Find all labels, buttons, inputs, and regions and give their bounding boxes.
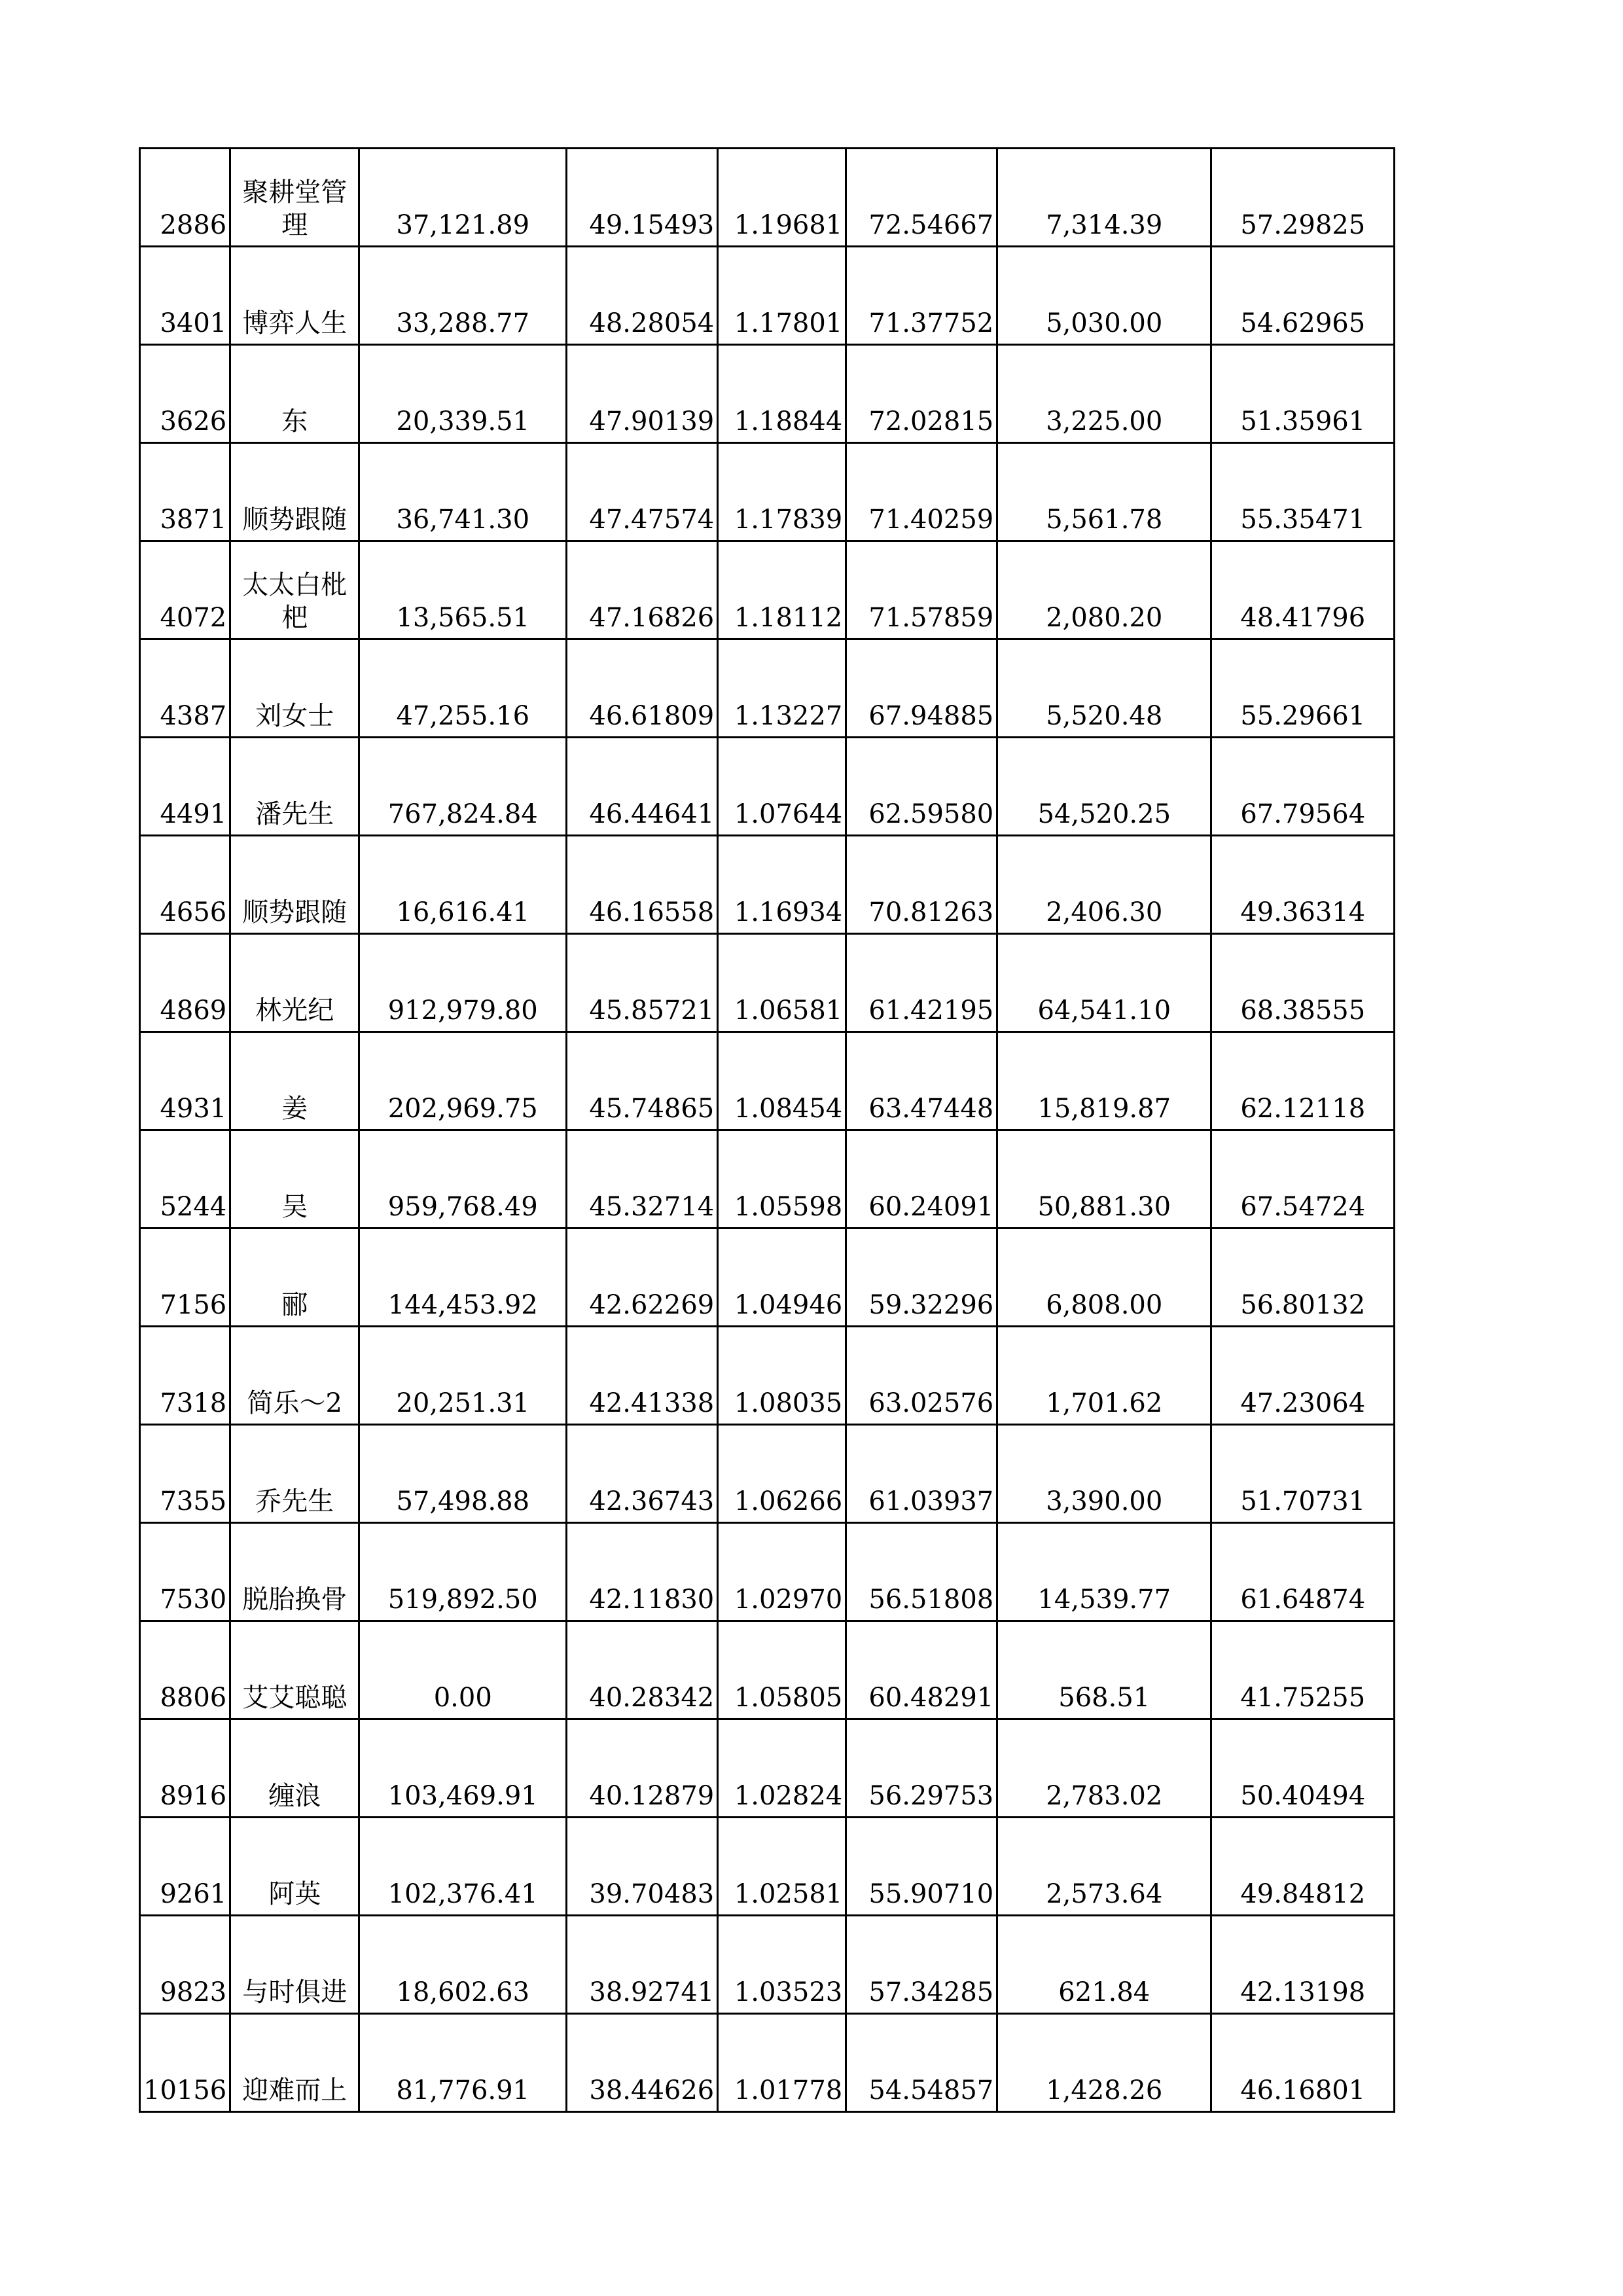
name-cell: 林光纪	[230, 934, 359, 1032]
value-2-cell: 1.04946	[718, 1229, 846, 1327]
value-3-cell: 63.47448	[846, 1032, 997, 1130]
amount-cell: 519,892.50	[359, 1523, 567, 1621]
table-row	[140, 1719, 1395, 1818]
name-cell: 顺势跟随	[230, 443, 359, 541]
value-5-cell: 67.54724	[1211, 1130, 1395, 1229]
value-1-cell: 47.16826	[567, 541, 718, 639]
value-5-cell: 50.40494	[1211, 1719, 1395, 1818]
value-5-cell: 42.13198	[1211, 1916, 1395, 2014]
amount-cell: 18,602.63	[359, 1916, 567, 2014]
amount-cell: 20,339.51	[359, 345, 567, 443]
value-1-cell: 46.16558	[567, 836, 718, 934]
value-1-cell: 46.61809	[567, 639, 718, 738]
id-cell: 4072	[140, 541, 230, 639]
name-cell: 潘先生	[230, 738, 359, 836]
value-5-cell: 48.41796	[1211, 541, 1395, 639]
table-row	[140, 1327, 1395, 1425]
value-3-cell: 57.34285	[846, 1916, 997, 2014]
value-1-cell: 42.11830	[567, 1523, 718, 1621]
value-4-cell: 5,520.48	[997, 639, 1211, 738]
value-4-cell: 621.84	[997, 1916, 1211, 2014]
amount-cell: 36,741.30	[359, 443, 567, 541]
id-cell: 9261	[140, 1818, 230, 1916]
value-5-cell: 47.23064	[1211, 1327, 1395, 1425]
value-2-cell: 1.03523	[718, 1916, 846, 2014]
value-1-cell: 42.62269	[567, 1229, 718, 1327]
table-row	[140, 1818, 1395, 1916]
id-cell: 8916	[140, 1719, 230, 1818]
data-table	[139, 147, 1395, 2113]
value-3-cell: 61.42195	[846, 934, 997, 1032]
id-cell: 7530	[140, 1523, 230, 1621]
value-5-cell: 55.35471	[1211, 443, 1395, 541]
value-1-cell: 40.28342	[567, 1621, 718, 1719]
value-5-cell: 46.16801	[1211, 2014, 1395, 2112]
value-4-cell: 2,406.30	[997, 836, 1211, 934]
value-5-cell: 49.36314	[1211, 836, 1395, 934]
value-4-cell: 6,808.00	[997, 1229, 1211, 1327]
amount-cell: 47,255.16	[359, 639, 567, 738]
value-5-cell: 67.79564	[1211, 738, 1395, 836]
name-cell: 艾艾聪聪	[230, 1621, 359, 1719]
value-4-cell: 2,080.20	[997, 541, 1211, 639]
value-1-cell: 39.70483	[567, 1818, 718, 1916]
value-2-cell: 1.18844	[718, 345, 846, 443]
id-cell: 4656	[140, 836, 230, 934]
name-cell: 博弈人生	[230, 247, 359, 345]
value-5-cell: 51.35961	[1211, 345, 1395, 443]
value-5-cell: 61.64874	[1211, 1523, 1395, 1621]
amount-cell: 37,121.89	[359, 149, 567, 247]
name-cell: 郦	[230, 1229, 359, 1327]
value-2-cell: 1.06581	[718, 934, 846, 1032]
value-2-cell: 1.06266	[718, 1425, 846, 1523]
table-row	[140, 639, 1395, 738]
value-1-cell: 38.92741	[567, 1916, 718, 2014]
value-1-cell: 49.15493	[567, 149, 718, 247]
value-2-cell: 1.02581	[718, 1818, 846, 1916]
value-2-cell: 1.18112	[718, 541, 846, 639]
value-2-cell: 1.05805	[718, 1621, 846, 1719]
value-2-cell: 1.08035	[718, 1327, 846, 1425]
value-5-cell: 41.75255	[1211, 1621, 1395, 1719]
value-2-cell: 1.17839	[718, 443, 846, 541]
name-cell: 简乐～2	[230, 1327, 359, 1425]
value-1-cell: 46.44641	[567, 738, 718, 836]
value-5-cell: 57.29825	[1211, 149, 1395, 247]
amount-cell: 102,376.41	[359, 1818, 567, 1916]
value-2-cell: 1.17801	[718, 247, 846, 345]
value-1-cell: 40.12879	[567, 1719, 718, 1818]
value-2-cell: 1.08454	[718, 1032, 846, 1130]
value-2-cell: 1.16934	[718, 836, 846, 934]
table-row	[140, 1032, 1395, 1130]
table-row	[140, 345, 1395, 443]
id-cell: 9823	[140, 1916, 230, 2014]
value-5-cell: 55.29661	[1211, 639, 1395, 738]
id-cell: 7355	[140, 1425, 230, 1523]
id-cell: 4931	[140, 1032, 230, 1130]
amount-cell: 33,288.77	[359, 247, 567, 345]
value-3-cell: 60.24091	[846, 1130, 997, 1229]
id-cell: 8806	[140, 1621, 230, 1719]
amount-cell: 959,768.49	[359, 1130, 567, 1229]
id-cell: 3626	[140, 345, 230, 443]
value-2-cell: 1.19681	[718, 149, 846, 247]
table-row	[140, 836, 1395, 934]
value-5-cell: 68.38555	[1211, 934, 1395, 1032]
amount-cell: 57,498.88	[359, 1425, 567, 1523]
value-5-cell: 54.62965	[1211, 247, 1395, 345]
value-4-cell: 64,541.10	[997, 934, 1211, 1032]
name-cell: 聚耕堂管理	[230, 149, 359, 247]
value-2-cell: 1.07644	[718, 738, 846, 836]
table-row	[140, 1425, 1395, 1523]
value-3-cell: 59.32296	[846, 1229, 997, 1327]
value-2-cell: 1.02970	[718, 1523, 846, 1621]
value-2-cell: 1.05598	[718, 1130, 846, 1229]
value-1-cell: 38.44626	[567, 2014, 718, 2112]
table-row	[140, 1229, 1395, 1327]
value-4-cell: 3,225.00	[997, 345, 1211, 443]
value-4-cell: 5,030.00	[997, 247, 1211, 345]
name-cell: 迎难而上	[230, 2014, 359, 2112]
value-3-cell: 70.81263	[846, 836, 997, 934]
table-row	[140, 1621, 1395, 1719]
amount-cell: 103,469.91	[359, 1719, 567, 1818]
value-4-cell: 14,539.77	[997, 1523, 1211, 1621]
value-1-cell: 47.90139	[567, 345, 718, 443]
amount-cell: 144,453.92	[359, 1229, 567, 1327]
id-cell: 10156	[140, 2014, 230, 2112]
table-row	[140, 738, 1395, 836]
value-2-cell: 1.02824	[718, 1719, 846, 1818]
value-3-cell: 62.59580	[846, 738, 997, 836]
value-5-cell: 51.70731	[1211, 1425, 1395, 1523]
value-2-cell: 1.13227	[718, 639, 846, 738]
value-3-cell: 60.48291	[846, 1621, 997, 1719]
id-cell: 3871	[140, 443, 230, 541]
table-row	[140, 443, 1395, 541]
id-cell: 5244	[140, 1130, 230, 1229]
amount-cell: 0.00	[359, 1621, 567, 1719]
value-3-cell: 71.37752	[846, 247, 997, 345]
table-row	[140, 247, 1395, 345]
value-1-cell: 42.41338	[567, 1327, 718, 1425]
table-row	[140, 934, 1395, 1032]
table-row	[140, 2014, 1395, 2112]
value-3-cell: 72.54667	[846, 149, 997, 247]
id-cell: 3401	[140, 247, 230, 345]
name-cell: 吴	[230, 1130, 359, 1229]
value-1-cell: 45.85721	[567, 934, 718, 1032]
amount-cell: 202,969.75	[359, 1032, 567, 1130]
table-row	[140, 1523, 1395, 1621]
id-cell: 7156	[140, 1229, 230, 1327]
table-row	[140, 541, 1395, 639]
name-cell: 阿英	[230, 1818, 359, 1916]
value-3-cell: 56.51808	[846, 1523, 997, 1621]
value-4-cell: 2,783.02	[997, 1719, 1211, 1818]
value-3-cell: 67.94885	[846, 639, 997, 738]
amount-cell: 767,824.84	[359, 738, 567, 836]
value-5-cell: 62.12118	[1211, 1032, 1395, 1130]
amount-cell: 16,616.41	[359, 836, 567, 934]
amount-cell: 912,979.80	[359, 934, 567, 1032]
name-cell: 顺势跟随	[230, 836, 359, 934]
table-row	[140, 1916, 1395, 2014]
value-1-cell: 47.47574	[567, 443, 718, 541]
name-cell: 东	[230, 345, 359, 443]
id-cell: 4869	[140, 934, 230, 1032]
value-4-cell: 1,428.26	[997, 2014, 1211, 2112]
value-4-cell: 15,819.87	[997, 1032, 1211, 1130]
id-cell: 4387	[140, 639, 230, 738]
value-3-cell: 71.40259	[846, 443, 997, 541]
value-3-cell: 71.57859	[846, 541, 997, 639]
value-3-cell: 72.02815	[846, 345, 997, 443]
value-4-cell: 54,520.25	[997, 738, 1211, 836]
value-1-cell: 45.74865	[567, 1032, 718, 1130]
value-4-cell: 1,701.62	[997, 1327, 1211, 1425]
value-4-cell: 7,314.39	[997, 149, 1211, 247]
table-body	[140, 149, 1395, 2112]
value-3-cell: 54.54857	[846, 2014, 997, 2112]
value-4-cell: 3,390.00	[997, 1425, 1211, 1523]
value-3-cell: 63.02576	[846, 1327, 997, 1425]
value-1-cell: 42.36743	[567, 1425, 718, 1523]
name-cell: 乔先生	[230, 1425, 359, 1523]
name-cell: 姜	[230, 1032, 359, 1130]
value-5-cell: 56.80132	[1211, 1229, 1395, 1327]
amount-cell: 20,251.31	[359, 1327, 567, 1425]
table-row	[140, 149, 1395, 247]
id-cell: 7318	[140, 1327, 230, 1425]
table-row	[140, 1130, 1395, 1229]
value-4-cell: 5,561.78	[997, 443, 1211, 541]
value-1-cell: 48.28054	[567, 247, 718, 345]
name-cell: 缠浪	[230, 1719, 359, 1818]
value-4-cell: 2,573.64	[997, 1818, 1211, 1916]
amount-cell: 13,565.51	[359, 541, 567, 639]
value-4-cell: 50,881.30	[997, 1130, 1211, 1229]
value-5-cell: 49.84812	[1211, 1818, 1395, 1916]
name-cell: 太太白枇杷	[230, 541, 359, 639]
id-cell: 4491	[140, 738, 230, 836]
value-3-cell: 55.90710	[846, 1818, 997, 1916]
name-cell: 与时俱进	[230, 1916, 359, 2014]
name-cell: 刘女士	[230, 639, 359, 738]
value-2-cell: 1.01778	[718, 2014, 846, 2112]
id-cell: 2886	[140, 149, 230, 247]
value-3-cell: 61.03937	[846, 1425, 997, 1523]
name-cell: 脱胎换骨	[230, 1523, 359, 1621]
value-3-cell: 56.29753	[846, 1719, 997, 1818]
amount-cell: 81,776.91	[359, 2014, 567, 2112]
value-1-cell: 45.32714	[567, 1130, 718, 1229]
value-4-cell: 568.51	[997, 1621, 1211, 1719]
